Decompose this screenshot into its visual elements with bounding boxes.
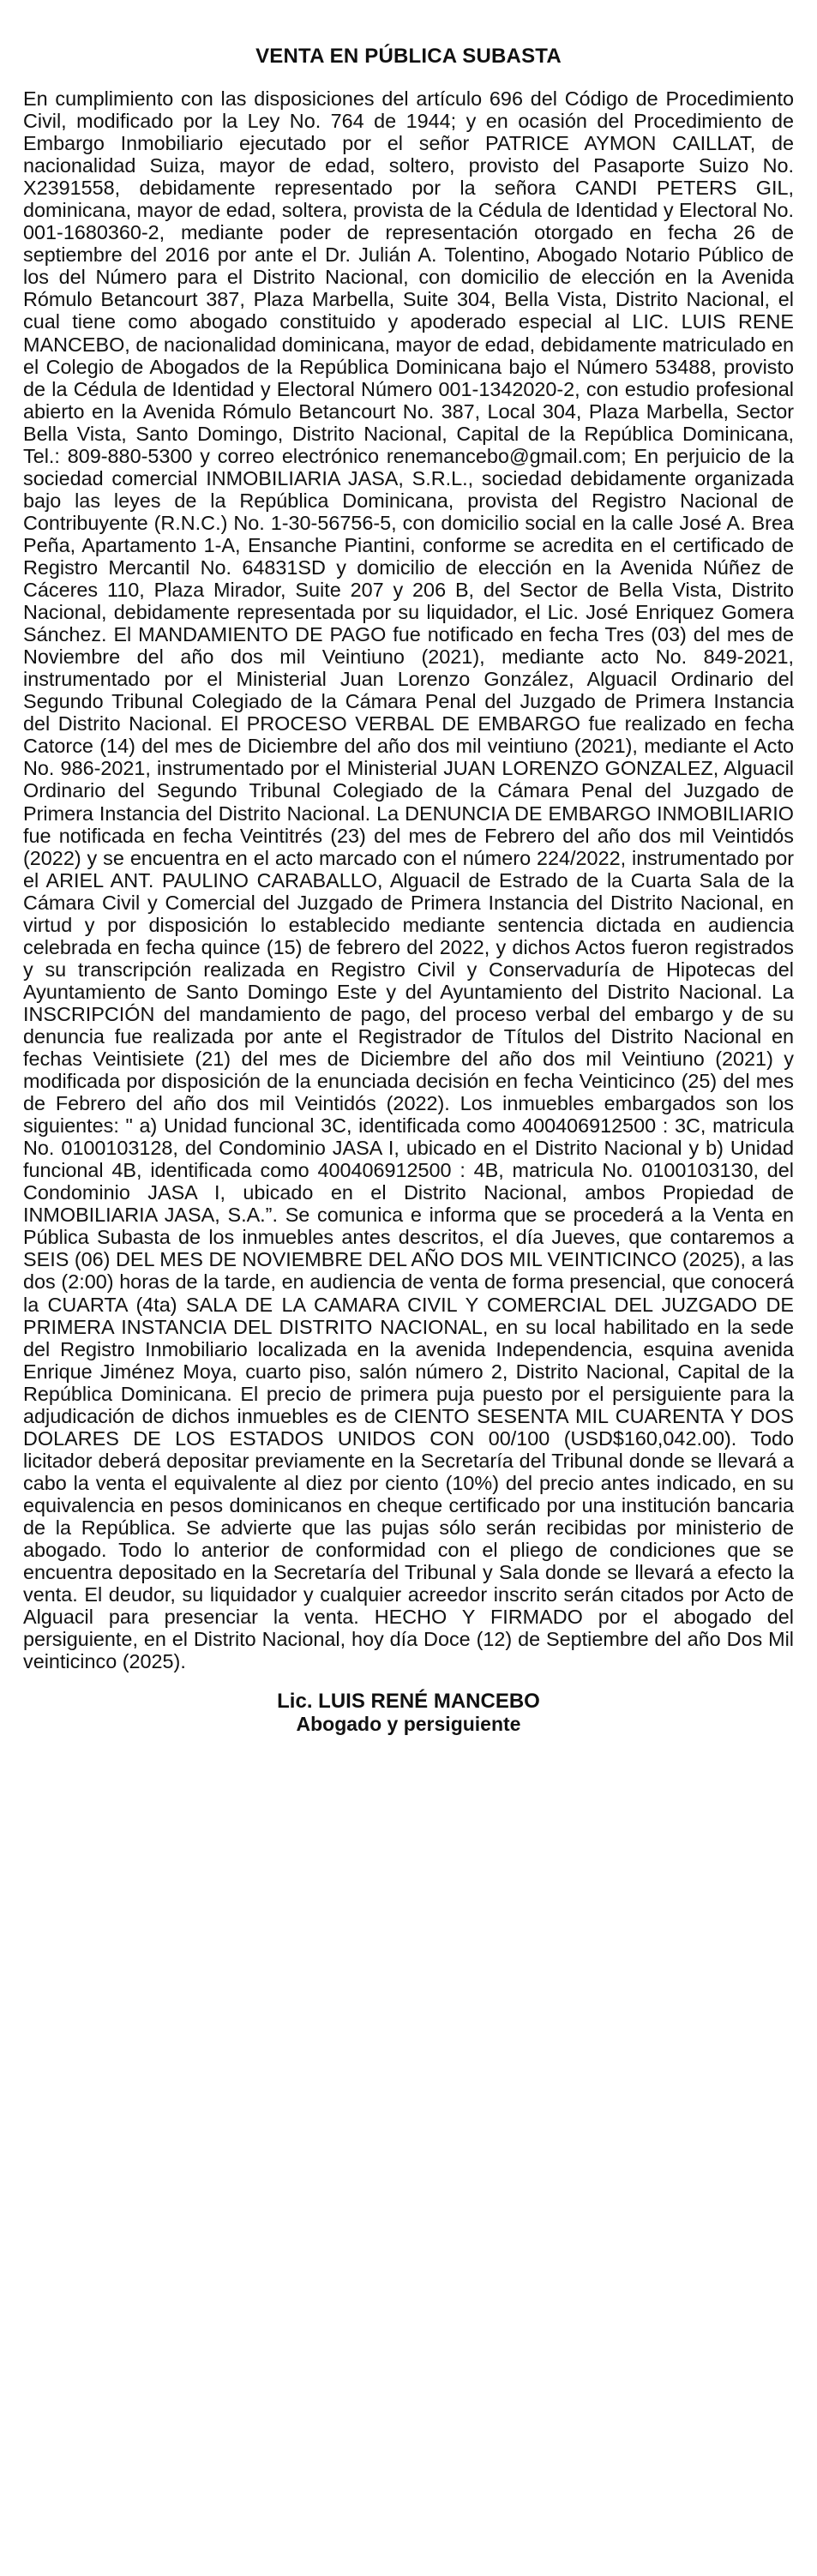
notice-title: VENTA EN PÚBLICA SUBASTA [255, 45, 562, 68]
signature-role: Abogado y persiguiente [296, 1713, 521, 1736]
signature-block [23, 1690, 794, 1736]
notice-body: En cumplimiento con las disposiciones del artículo 696 del Código de Procedimiento Civil, modificado por la Ley No. 764 de 1944; y en ocasión del Procedimiento de Embargo Inmobiliario ejecutado por el señor PATRICE AYMON CAILLAT, de nacionalidad Suiza, mayor de edad, soltero, provisto del Pasaporte Suizo No. X2391558, debidamente representado por la señora CANDI PETERS GIL, dominicana, mayor de edad, soltera, provista de la Cédula de Identidad y Electoral No. 001-1680360-2, mediante poder de representación otorgado en fecha 26 de septiembre del 2016 por ante el Dr. Julián A. Tolentino, Abogado Notario Público de los del Número para el Distrito Nacional, con domicilio de elección en la Avenida Rómulo Betancourt 387, Plaza Marbella, Suite 304, Bella Vista, Distrito Nacional, el cual tiene como abogado constituido y apoderado especial al LIC. LUIS RENE MANCEBO, de nacionalidad dominicana, mayor de edad, debidamente matriculado en el Colegio de Abogados de la República Dominicana bajo el Número 53488, provisto de la Cédula de Identidad y Electoral Número 001-1342020-2, con estudio profesional abierto en la Avenida Rómulo Betancourt No. 387, Local 304, Plaza Marbella, Sector Bella Vista, Santo Domingo, Distrito Nacional, Capital de la República Dominicana, Tel.: 809-880-5300 y correo electrónico renemancebo@gmail.com; En perjuicio de la sociedad comercial INMOBILIARIA JASA, S.R.L., sociedad debidamente organizada bajo las leyes de la República Dominicana, provista del Registro Nacional de Contribuyente (R.N.C.) No. 1-30-56756-5, con domicilio social en la calle José A. Brea Peña, Apartamento 1-A, Ensanche Piantini, conforme se acredita en el certificado de Registro Mercantil No. 64831SD y domicilio de elección en la Avenida Núñez de Cáceres 110, Plaza Mirador, Suite 207 y 206 B, del Sector de Bella Vista, Distrito Nacional, debidamente representada por su liquidador, el Lic. José Enriquez Gomera Sánchez. El MANDAMIENTO DE PAGO fue notificado en fecha Tres (03) del mes de Noviembre del año dos mil Veintiuno (2021), mediante acto No. 849-2021, instrumentado por el Ministerial Juan Lorenzo González, Alguacil Ordinario del Segundo Tribunal Colegiado de la Cámara Penal del Juzgado de Primera Instancia del Distrito Nacional. El PROCESO VERBAL DE EMBARGO fue realizado en fecha Catorce (14) del mes de Diciembre del año dos mil veintiuno (2021), mediante el Acto No. 986-2021, instrumentado por el Ministerial JUAN LORENZO GONZALEZ, Alguacil Ordinario del Segundo Tribunal Colegiado de la Cámara Penal del Juzgado de Primera Instancia del Distrito Nacional. La DENUNCIA DE EMBARGO INMOBILIARIO fue notificada en fecha Veintitrés (23) del mes de Febrero del año dos mil Veintidós (2022) y se encuentra en el acto marcado con el número 224/2022, instrumentado por el ARIEL ANT. PAULINO CARABALLO, Alguacil de Estrado de la Cuarta Sala de la Cámara Civil y Comercial del Juzgado de Primera Instancia del Distrito Nacional, en virtud y por disposición lo establecido mediante sentencia dictada en audiencia celebrada en fecha quince (15) de febrero del 2022, y dichos Actos fueron registrados y su transcripción realizada en Registro Civil y Conservaduría de Hipotecas del Ayuntamiento de Santo Domingo Este y del Ayuntamiento del Distrito Nacional. La INSCRIPCIÓN del mandamiento de pago, del proceso verbal del embargo y de su denuncia fue realizada por ante el Registrador de Títulos del Distrito Nacional en fechas Veintisiete (21) del mes de Diciembre del año dos mil Veintiuno (2021) y modificada por disposición de la enunciada decisión en fecha Veinticinco (25) del mes de Febrero del año dos mil Veintidós (2022). Los inmuebles embargados son los siguientes: " a) Unidad funcional 3C, identificada como 400406912500 : 3C, matricula No. 0100103128, del Condominio JASA I, ubicado en el Distrito Nacional y b) Unidad funcional 4B, identificada como 400406912500 : 4B, matricula No. 0100103130, del Condominio JASA I, ubicado en el Distrito Nacional, ambos Propiedad de INMOBILIARIA JASA, S.A.”. Se comunica e informa que se procederá a la Venta en Pública Subasta de los inmuebles antes descritos, el día Jueves, que contaremos a SEIS (06) DEL MES DE NOVIEMBRE DEL AÑO DOS MIL VEINTICINCO (2025), a las dos (2:00) horas de la tarde, en audiencia de venta de forma presencial, que conocerá la CUARTA (4ta) SALA DE LA CAMARA CIVIL Y COMERCIAL DEL JUZGADO DE PRIMERA INSTANCIA DEL DISTRITO NACIONAL, en su local habilitado en la sede del Registro Inmobiliario localizada en la avenida Independencia, esquina avenida Enrique Jiménez Moya, cuarto piso, salón número 2, Distrito Nacional, Capital de la República Dominicana. El precio de primera puja puesto por el persiguiente para la adjudicación de dichos inmuebles es de CIENTO SESENTA MIL CUARENTA Y DOS DOLARES DE LOS ESTADOS UNIDOS CON 00/100 (USD$160,042.00). Todo licitador deberá depositar previamente en la Secretaría del Tribunal donde se llevará a cabo la venta el equivalente al diez por ciento (10%) del precio antes indicado, en su equivalencia en pesos dominicanos en cheque certificado por una institución bancaria de la República. Se advierte que las pujas sólo serán recibidas por ministerio de abogado. Todo lo anterior de conformidad con el pliego de condiciones que se encuentra depositado en la Secretaría del Tribunal y Sala donde se llevará a efecto la venta. El deudor, su liquidador y cualquier acreedor inscrito serán citados por Acto de Alguacil para presenciar la venta. HECHO Y FIRMADO por el abogado del persiguiente, en el Distrito Nacional, hoy día Doce (12) de Septiembre del año Dos Mil veinticinco (2025). [23, 87, 794, 1673]
signature-name: Lic. LUIS RENÉ MANCEBO [277, 1690, 540, 1714]
